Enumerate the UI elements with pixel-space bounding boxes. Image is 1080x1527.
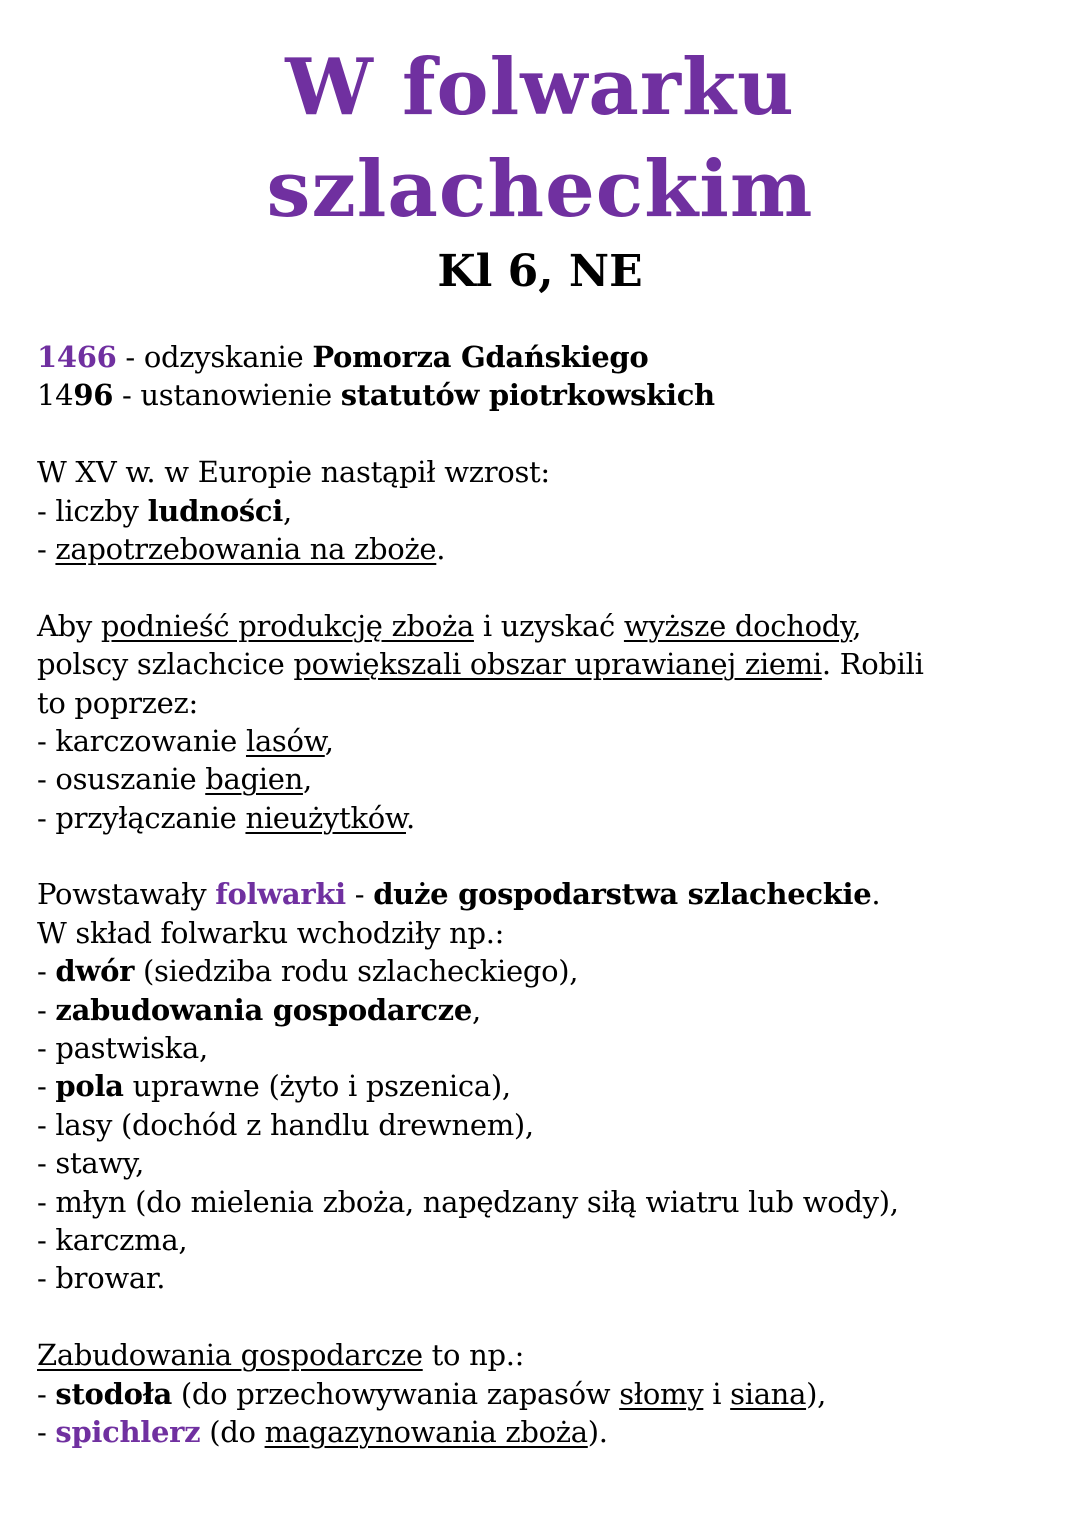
text-line — [37, 914, 1057, 952]
blank-line — [37, 837, 1057, 875]
highlighted-term: spichlerz — [55, 1414, 201, 1449]
highlighted-term: folwarki — [215, 877, 346, 912]
text-line — [37, 1029, 1057, 1067]
text-segment: to poprzez: — [37, 685, 198, 720]
text-segment: . — [405, 800, 415, 835]
text-segment: - karczowanie — [37, 723, 246, 758]
underlined-phrase: magazynowania zboża — [264, 1414, 588, 1449]
text-line — [37, 376, 1057, 414]
text-line — [37, 952, 1057, 990]
text-segment: - karczma, — [37, 1222, 188, 1257]
text-segment: - browar. — [37, 1261, 166, 1296]
text-segment: (do — [200, 1414, 265, 1449]
highlighted-term: 1466 — [37, 340, 117, 374]
blank-line — [37, 568, 1057, 606]
bold-term: zabudowania gospodarcze — [55, 992, 472, 1027]
text-line — [37, 1106, 1057, 1144]
text-line — [37, 684, 1057, 722]
underlined-phrase: podnieść produkcję zboża — [100, 608, 474, 643]
text-segment: polscy szlachcice — [37, 647, 294, 682]
text-segment: i uzyskać — [473, 608, 624, 643]
blank-line — [37, 1298, 1057, 1336]
underlined-phrase: lasów — [245, 723, 325, 758]
title-line-1: W folwarku — [285, 42, 795, 133]
text-segment: - stawy, — [37, 1146, 145, 1181]
underlined-phrase: nieużytków — [245, 800, 406, 835]
bold-term: duże gospodarstwa szlacheckie — [373, 877, 872, 912]
text-segment: uprawne (żyto i pszenica), — [123, 1069, 511, 1104]
underlined-phrase: wyższe dochody — [623, 608, 853, 643]
text-segment: - odzyskanie — [116, 340, 313, 374]
text-segment: Powstawały — [37, 877, 216, 912]
bold-term: stodoła — [55, 1376, 172, 1411]
text-segment: W skład folwarku wchodziły np.: — [37, 915, 505, 950]
text-line — [37, 799, 1057, 837]
text-segment: - osuszanie — [37, 762, 206, 797]
text-segment: - pastwiska, — [37, 1031, 208, 1066]
text-line — [37, 530, 1057, 568]
text-segment: , — [472, 992, 481, 1027]
text-line — [37, 607, 1057, 645]
text-segment: (do przechowywania zapasów — [171, 1376, 620, 1411]
text-line — [37, 722, 1057, 760]
text-segment: , — [324, 723, 334, 758]
text-segment: ). — [587, 1414, 608, 1449]
bold-term: statutów piotrkowskich — [340, 378, 715, 413]
text-segment: , — [282, 493, 292, 528]
text-segment: (siedziba rodu szlacheckiego), — [134, 954, 579, 989]
text-line — [37, 492, 1057, 530]
underlined-phrase: siana — [730, 1376, 807, 1411]
underlined-phrase: słomy — [619, 1376, 704, 1411]
text-segment: - przyłączanie — [37, 800, 246, 835]
text-line — [37, 1144, 1057, 1182]
text-line — [37, 1336, 1057, 1374]
document-body — [37, 338, 1057, 1451]
text-segment: . — [436, 531, 446, 566]
text-segment: . — [871, 877, 881, 912]
text-segment: Aby — [37, 608, 101, 643]
bold-term: ludności — [147, 493, 283, 528]
text-segment: to np.: — [422, 1338, 525, 1373]
text-segment: - — [37, 992, 56, 1027]
text-segment: W XV w. w Europie nastąpił wzrost: — [37, 455, 550, 490]
underlined-phrase: powiększali obszar uprawianej ziemi — [293, 647, 822, 682]
blank-line — [37, 415, 1057, 453]
text-line — [37, 760, 1057, 798]
text-segment: - ustanowienie — [113, 378, 341, 413]
text-line — [37, 1067, 1057, 1105]
text-segment: - lasy (dochód z handlu drewnem), — [37, 1107, 534, 1142]
text-line — [37, 1183, 1057, 1221]
text-line — [37, 338, 1057, 376]
text-segment: ), — [806, 1376, 826, 1411]
text-line — [37, 1413, 1057, 1451]
text-line — [37, 645, 1057, 683]
text-line — [37, 1221, 1057, 1259]
text-segment: - — [37, 954, 56, 989]
bold-term: dwór — [55, 954, 135, 989]
bold-term: Pomorza Gdańskiego — [312, 340, 649, 374]
title-line-2: szlacheckim — [266, 144, 814, 235]
text-segment: - — [37, 1376, 56, 1411]
text-line — [37, 991, 1057, 1029]
bold-term: 96 — [73, 378, 114, 413]
text-segment: . Robili — [821, 647, 924, 682]
text-line — [37, 1259, 1057, 1297]
text-segment: i — [703, 1376, 731, 1411]
text-line — [37, 453, 1057, 491]
text-line — [37, 875, 1057, 913]
text-segment: - — [37, 1069, 56, 1104]
subtitle: Kl 6, NE — [437, 246, 643, 297]
text-segment: - młyn (do mielenia zboża, napędzany siłą wiatru lub wody), — [37, 1184, 899, 1219]
text-segment: , — [302, 762, 312, 797]
text-segment: - liczby — [37, 493, 148, 528]
bold-term: pola — [55, 1069, 124, 1104]
underlined-phrase: bagien — [205, 762, 303, 797]
text-line — [37, 1375, 1057, 1413]
underlined-phrase: Zabudowania gospodarcze — [37, 1338, 423, 1373]
text-segment: - — [345, 877, 374, 912]
underlined-phrase: zapotrzebowania na zboże — [55, 531, 437, 566]
text-segment: 14 — [37, 378, 74, 413]
text-segment: - — [37, 1414, 56, 1449]
text-segment: , — [852, 608, 862, 643]
text-segment: - — [37, 531, 56, 566]
